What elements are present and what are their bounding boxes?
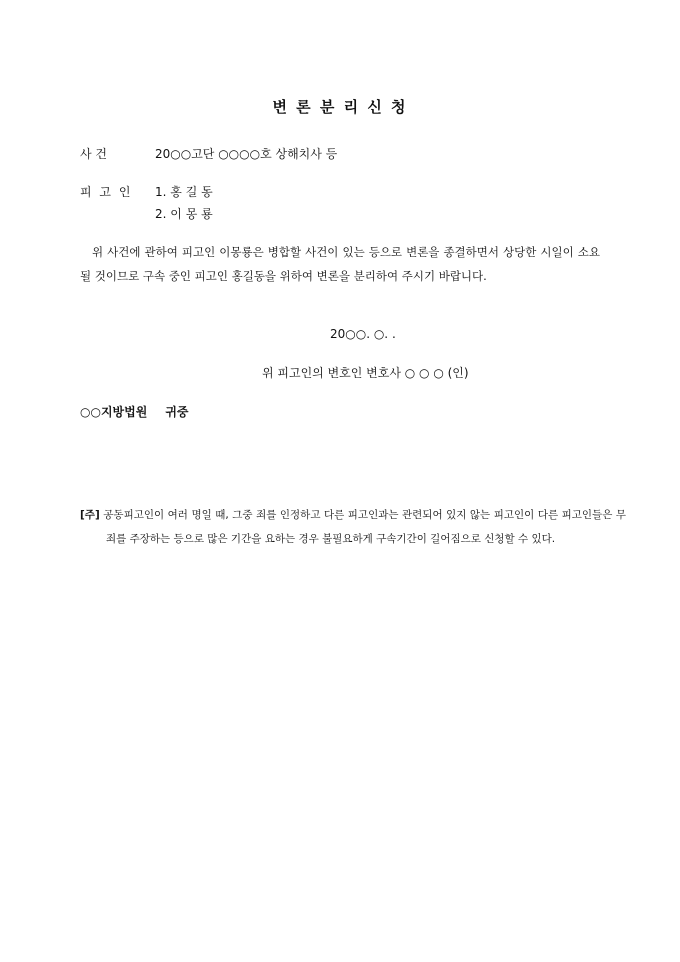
footnote: [80, 503, 626, 551]
defendant-name: 홍 길 동: [170, 185, 213, 199]
request-body: 위 사건에 관하여 피고인 이몽룡은 병합할 사건이 있는 등으로 변론을 종결하면서 상당한 시일이 소요될 것이므로 구속 중인 피고인 홍길동을 위하여 변론을 분리하여 주시기 바랍니다.: [80, 245, 600, 283]
defendant-label: 피 고 인: [80, 185, 133, 199]
document-title: 변 론 분 리 신 청: [272, 98, 408, 116]
court-name: ○○지방법원: [80, 405, 148, 419]
defendant-item: [155, 205, 213, 222]
filing-date: 20○○. ○. .: [330, 327, 396, 341]
court-honorific: 귀중: [165, 405, 189, 419]
footnote-text: 공동피고인이 여러 명일 때, 그중 죄를 인정하고 다른 피고인과는 관련되어 있지 않는 피고인이 다른 피고인들은 무죄를 주장하는 등으로 많은 기간을 요하는 경우 불필요하게 구속기간이 길어짐으로 신청할 수 있다.: [103, 509, 626, 545]
attorney-signature: 위 피고인의 변호인 변호사 ○ ○ ○ (인): [262, 366, 469, 380]
case-label: 사 건: [80, 147, 107, 161]
defendant-number: 2.: [155, 207, 167, 221]
defendant-item: [155, 183, 213, 200]
case-value: 20○○고단 ○○○○호 상해치사 등: [155, 147, 338, 161]
court-addressee: [80, 403, 189, 420]
footnote-tag: [주]: [80, 509, 100, 521]
defendant-name: 이 몽 룡: [170, 207, 213, 221]
defendant-number: 1.: [155, 185, 167, 199]
